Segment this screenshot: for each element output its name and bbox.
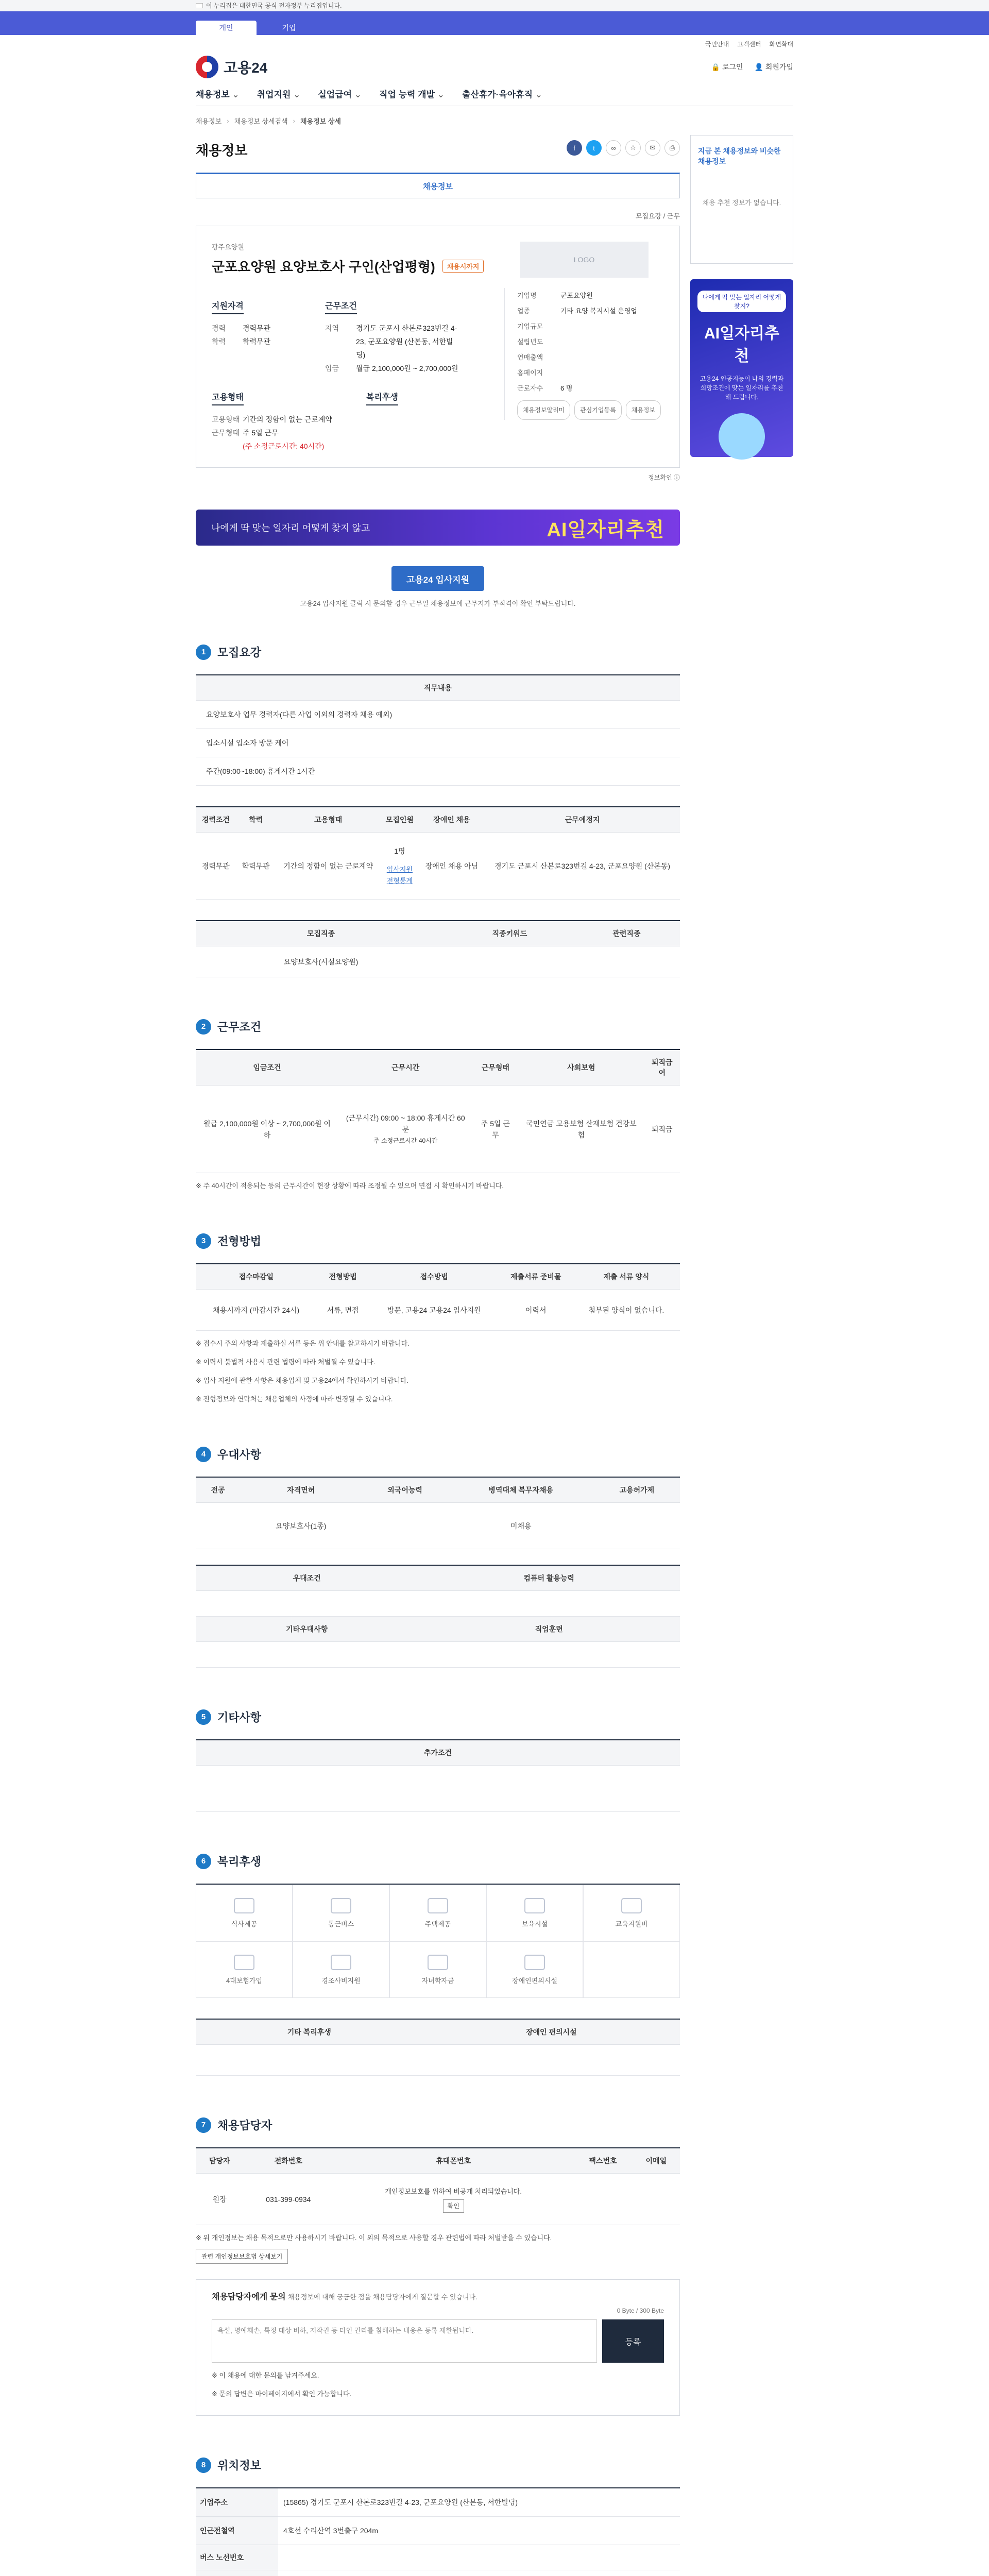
report-link[interactable]: 정보확인 ⓘ <box>648 474 680 481</box>
td <box>633 2174 680 2225</box>
th: 학력 <box>236 807 276 833</box>
td <box>594 1503 680 1549</box>
main-content <box>196 140 680 2576</box>
ad-pill: 나에게 딱 맞는 일자리 어떻게 찾지? <box>697 291 786 312</box>
print-icon[interactable]: ⎙ <box>664 140 680 156</box>
kv-value: 학력무관 <box>243 337 271 346</box>
nav-career-support[interactable]: 취업지원 ⌄ <box>257 87 301 100</box>
section-etc <box>196 1709 680 1812</box>
similar-jobs-title: 지금 본 채용정보와 비슷한 채용정보 <box>698 147 781 165</box>
welfare-item <box>389 1885 486 1941</box>
section-title: 모집요강 <box>217 646 262 659</box>
accessibility-icon <box>524 1955 545 1970</box>
contact-note: ※ 위 개인정보는 채용 목적으로만 사용하시기 바랍니다. 이 외의 목적으로 사용할 경우 관련법에 따라 처벌받을 수 있습니다. <box>196 2234 552 2242</box>
td: 4호선 수리산역 3번출구 204m <box>278 2517 680 2545</box>
main-nav <box>196 81 793 106</box>
recruit-table <box>196 806 680 900</box>
section-title: 채용담당자 <box>217 2119 272 2132</box>
signup-label: 회원가입 <box>765 63 793 71</box>
job-alert-button[interactable]: 채용정보알리미 <box>517 400 570 420</box>
th: 퇴직급여 <box>644 1049 680 1086</box>
breadcrumb-sep-icon: › <box>227 116 229 125</box>
user-icon: 👤 <box>754 63 765 71</box>
kv-key: 임금 <box>325 364 339 372</box>
facebook-icon[interactable]: f <box>567 140 582 156</box>
process-note: ※ 전형정보와 연락처는 채용업체의 사정에 따라 변경될 수 있습니다. <box>196 1395 393 1403</box>
childcare-icon <box>524 1898 545 1913</box>
audience-tabs <box>0 11 989 35</box>
banner-right-text: AI일자리추천 <box>547 519 664 541</box>
welfare-label: 주택제공 <box>424 1920 451 1928</box>
td-count <box>381 833 419 900</box>
login-button[interactable] <box>711 62 743 72</box>
th: 근무예정지 <box>485 807 680 833</box>
td <box>196 2045 423 2076</box>
qna-title: 채용담당자에게 문의 <box>212 2293 286 2301</box>
section-number-icon: 2 <box>196 1019 211 1035</box>
logo-mark-icon <box>196 56 218 78</box>
breadcrumb-item[interactable]: 채용정보 <box>196 117 222 125</box>
section-title: 전형방법 <box>217 1235 262 1248</box>
qna-submit-button[interactable]: 등록 <box>602 2319 664 2363</box>
td: 요양보호사(시설요양원) <box>196 946 446 977</box>
th: 임금조건 <box>196 1049 338 1086</box>
qna-subtitle: 채용정보에 대해 궁금한 점을 채용담당자에게 질문할 수 있습니다. <box>287 2293 478 2301</box>
welfare-item <box>196 1885 293 1941</box>
kv-value: 경기도 군포시 산본로323번길 4-23, 군포요양원 (산본동, 서한빌딩) <box>356 324 457 359</box>
info-value: 군포요양원 <box>560 292 593 299</box>
th: 담당자 <box>196 2148 243 2174</box>
welfare-item <box>486 1885 583 1941</box>
bus-icon <box>331 1898 351 1913</box>
deadline-badge: 채용시까지 <box>442 260 484 273</box>
td: 031-399-0934 <box>243 2174 333 2225</box>
th: 직종키워드 <box>446 921 573 946</box>
info-key: 기업규모 <box>517 323 543 330</box>
td: 미채용 <box>448 1503 594 1549</box>
welfare-label: 4대보험가입 <box>226 1976 263 1985</box>
th: 장애인 채용 <box>419 807 485 833</box>
page-title: 채용정보 <box>196 143 248 158</box>
section-title: 복리후생 <box>217 1855 262 1868</box>
work-table <box>196 1049 680 1173</box>
education-icon <box>621 1898 642 1913</box>
qna-note: ※ 이 채용에 대한 문의를 남겨주세요. <box>212 2371 319 2379</box>
qna-note: ※ 문의 답변은 마이페이지에서 확인 가능합니다. <box>212 2390 352 2398</box>
pref-table <box>196 1477 680 1549</box>
welfare-table <box>196 2019 680 2076</box>
section-title: 위치정보 <box>217 2459 262 2472</box>
td-mobile <box>333 2174 573 2225</box>
qna-box <box>196 2279 680 2416</box>
welfare-grid <box>196 1884 680 1998</box>
th: 직무내용 <box>196 675 680 701</box>
th: 접수방법 <box>369 1264 499 1290</box>
section-number-icon: 6 <box>196 1854 211 1869</box>
qna-input[interactable] <box>212 2319 597 2363</box>
company-info <box>504 288 664 420</box>
th: 제출 서류 양식 <box>573 1264 680 1290</box>
section-title: 우대사항 <box>217 1448 262 1461</box>
kv-key: 학력 <box>212 337 226 346</box>
kv-key: 근무형태 <box>212 429 240 437</box>
breadcrumb <box>196 106 793 135</box>
td: 채용시까지 (마감시간 24시) <box>196 1290 317 1331</box>
korea-flag-icon <box>196 3 203 8</box>
welfare-label: 교육지원비 <box>615 1920 648 1928</box>
th: 기업주소 <box>196 2488 278 2517</box>
td <box>362 1503 448 1549</box>
td <box>423 2045 680 2076</box>
td: 원장 <box>196 2174 243 2225</box>
th: 우대조건 <box>196 1565 418 1591</box>
banner-left-text: 나에게 딱 맞는 일자리 어떻게 찾지 않고 <box>211 523 370 533</box>
welfare-item <box>293 1885 389 1941</box>
kv-key: 지역 <box>325 324 339 332</box>
kv-key: 고용형태 <box>212 415 240 423</box>
td <box>278 2570 680 2576</box>
th: 추가조건 <box>196 1740 680 1766</box>
td: 요양보호사(1종) <box>240 1503 362 1549</box>
info-key: 기업명 <box>517 292 537 299</box>
welfare-label: 보육시설 <box>521 1920 548 1928</box>
ad-title: AI일자리추천 <box>704 325 779 365</box>
section-number-icon: 3 <box>196 1233 211 1249</box>
td: 방문, 고용24 고용24 입사지원 <box>369 1290 499 1331</box>
kv-value: 기간의 정함이 없는 근로계약 <box>243 415 332 423</box>
byte-counter: 0 Byte / 300 Byte <box>617 2307 664 2314</box>
job-title: 군포요양원 요양보호사 구인(산업평형) <box>212 259 435 275</box>
info-key: 업종 <box>517 307 531 315</box>
info-key: 연매출액 <box>517 353 543 361</box>
td: (15865) 경기도 군포시 산본로323번길 4-23, 군포요양원 (산본동, 서한빌딩) <box>278 2488 680 2517</box>
section-recruit <box>196 644 680 977</box>
pref-table-2 <box>196 1565 680 1668</box>
breadcrumb-sep-icon: › <box>293 116 295 125</box>
td <box>573 2174 632 2225</box>
info-value: 기타 요양 복지시설 운영업 <box>560 307 637 315</box>
ai-recommend-ad[interactable] <box>690 279 793 457</box>
ai-banner[interactable] <box>196 510 680 546</box>
td: 경기도 군포시 산본로323번길 4-23, 군포요양원 (산본동) <box>485 833 680 900</box>
section-pref <box>196 1446 680 1668</box>
privacy-detail-button[interactable]: 관련 개인정보보호법 상세보기 <box>196 2249 288 2264</box>
welfare-label: 장애인편의시설 <box>512 1976 557 1985</box>
tab-job-info[interactable]: 채용정보 <box>196 173 680 198</box>
kv-value: 주 5일 근무 <box>243 429 279 437</box>
welfare-item <box>583 1941 680 1998</box>
th: 경력조건 <box>196 807 236 833</box>
house-icon <box>428 1898 448 1913</box>
th: 사회보험 <box>518 1049 644 1086</box>
process-table <box>196 1263 680 1331</box>
section-number-icon: 4 <box>196 1447 211 1462</box>
th: 근무형태 <box>473 1049 519 1086</box>
util-help-link[interactable]: 고객센터 <box>737 40 761 48</box>
th: 전화번호 <box>243 2148 333 2174</box>
desc-line: 주간(09:00~18:00) 휴게시간 1시간 <box>196 757 680 786</box>
th: 휴대폰번호 <box>333 2148 573 2174</box>
kv-key: 경력 <box>212 324 226 332</box>
apply-note: 고용24 입사지원 클릭 시 문의할 경우 근무일 채용정보에 근무지가 부적격이 확인 부탁드립니다. <box>300 600 576 607</box>
th: 고용형태 <box>276 807 381 833</box>
th: 전형방법 <box>317 1264 369 1290</box>
link-icon[interactable]: ∞ <box>606 140 621 156</box>
signup-button[interactable] <box>755 62 793 72</box>
section-number-icon: 8 <box>196 2458 211 2473</box>
breadcrumb-current: 채용정보 상세 <box>300 117 341 125</box>
section-number-icon: 5 <box>196 1709 211 1725</box>
td-hours <box>338 1086 473 1173</box>
section-work <box>196 1019 680 1192</box>
job-info-button[interactable]: 채용정보 <box>626 400 661 420</box>
school-icon <box>428 1955 448 1970</box>
similar-jobs-box <box>690 135 793 264</box>
welfare-label: 자녀학자금 <box>421 1976 454 1985</box>
favorite-company-button[interactable]: 관심기업등록 <box>574 400 622 420</box>
contact-table <box>196 2147 680 2225</box>
hours: (근무시간) 09:00 ~ 18:00 휴게시간 60분 <box>346 1113 465 1133</box>
util-zoom-link[interactable]: 화면확대 <box>769 40 793 48</box>
welfare-item <box>196 1941 293 1998</box>
similar-jobs-empty: 채용 추천 정보가 없습니다. <box>702 199 781 207</box>
apply-button[interactable]: 고용24 입사지원 <box>391 566 484 591</box>
th: 컴퓨터 활용능력 <box>418 1565 680 1591</box>
th: 장애인 편의시설 <box>423 2019 680 2045</box>
hours-note: 주 소정근로시간 40시간 <box>373 1137 438 1144</box>
th: 모집인원 <box>381 807 419 833</box>
td <box>418 1591 680 1617</box>
td: 서류, 면접 <box>317 1290 369 1331</box>
process-note: ※ 접수시 주의 사항과 제출하실 서류 등은 위 안내를 참고하시기 바랍니다. <box>196 1340 410 1347</box>
th: 자격면허 <box>240 1477 362 1503</box>
site-logo[interactable] <box>196 56 267 78</box>
ad-desc: 고용24 인공지능이 나의 경력과 희망조건에 맞는 일자리를 추천해 드립니다. <box>700 375 784 401</box>
quick-link[interactable]: 모집요강 / 근무 <box>635 212 680 220</box>
stats-link[interactable]: 전형통계 <box>386 876 413 885</box>
info-value: 6 명 <box>560 384 573 392</box>
nav-training[interactable]: 직업 능력 개발 ⌄ <box>379 87 445 100</box>
td: 국민연금 고용보험 산재보험 건강보험 <box>518 1086 644 1173</box>
welfare-label: 통근버스 <box>328 1920 354 1928</box>
td: 주 5일 근무 <box>473 1086 519 1173</box>
welfare-item <box>486 1941 583 1998</box>
th: 전공 <box>196 1477 240 1503</box>
th: 팩스번호 <box>573 2148 632 2174</box>
tab-personal[interactable]: 개인 <box>196 21 257 35</box>
company-name: 광주요양원 <box>212 243 244 251</box>
util-menu <box>196 35 793 53</box>
mobile-reveal-button[interactable]: 확인 <box>443 2199 464 2213</box>
company-logo: LOGO <box>520 242 649 278</box>
util-guide-link[interactable]: 국민안내 <box>705 40 729 48</box>
td <box>446 946 573 977</box>
td: 월급 2,100,000원 이상 ~ 2,700,000원 이하 <box>196 1086 338 1173</box>
th: 이메일 <box>633 2148 680 2174</box>
section-title: 근무조건 <box>217 1021 262 1033</box>
td <box>278 2545 680 2570</box>
td: 기간의 정함이 없는 근로계약 <box>276 833 381 900</box>
info-key: 홈페이지 <box>517 369 543 377</box>
job-desc-table <box>196 674 680 786</box>
section-number-icon: 1 <box>196 645 211 660</box>
count: 1명 <box>394 846 405 855</box>
favorite-icon[interactable]: ☆ <box>625 140 641 156</box>
td: 장애인 채용 아님 <box>419 833 485 900</box>
welfare-item <box>293 1941 389 1998</box>
welfare-label: 경조사비지원 <box>321 1976 361 1985</box>
th: 기타 복리후생 <box>196 2019 423 2045</box>
td <box>196 1766 680 1812</box>
section-welfare <box>196 1853 680 2076</box>
th: 접수마감일 <box>196 1264 317 1290</box>
th <box>196 2570 278 2576</box>
welfare-heading: 복리후생 <box>366 391 398 405</box>
td <box>196 1642 418 1668</box>
th: 직업훈련 <box>418 1617 680 1642</box>
th: 모집직종 <box>196 921 446 946</box>
req-heading: 지원자격 <box>212 299 244 314</box>
process-note: ※ 입사 지원에 관한 사항은 채용업체 및 고용24에서 확인하시기 바랍니다. <box>196 1377 409 1384</box>
mail-icon[interactable]: ✉ <box>645 140 660 156</box>
th: 근무시간 <box>338 1049 473 1086</box>
th: 인근전철역 <box>196 2517 278 2545</box>
meal-icon <box>234 1898 254 1913</box>
breadcrumb-item[interactable]: 채용정보 상세검색 <box>234 117 288 125</box>
insurance-icon <box>234 1955 254 1970</box>
th: 병역대체 복무자채용 <box>448 1477 594 1503</box>
th: 제출서류 준비물 <box>499 1264 573 1290</box>
kv-value: 경력무관 <box>243 324 271 332</box>
work-note: ※ 주 40시간이 적용되는 등의 근무시간이 현장 상황에 따라 조정될 수 있으며 면접 시 확인하시기 바랍니다. <box>196 1182 504 1190</box>
kv-value: 월급 2,100,000원 ~ 2,700,000원 <box>356 364 458 372</box>
job-summary-card <box>196 226 680 468</box>
emp-heading: 고용형태 <box>212 391 244 405</box>
th: 관련직종 <box>573 921 680 946</box>
section-number-icon: 7 <box>196 2117 211 2133</box>
right-sidebar <box>690 135 793 457</box>
robot-icon <box>719 413 765 460</box>
th: 고용허가제 <box>594 1477 680 1503</box>
site-name: 고용24 <box>224 60 268 76</box>
section-title: 기타사항 <box>217 1711 262 1724</box>
nav-unemployment[interactable]: 실업급여 ⌄ <box>318 87 362 100</box>
share-buttons <box>567 140 680 156</box>
login-label: 로그인 <box>722 63 743 71</box>
gov-notice-bar <box>0 0 989 11</box>
location-table <box>196 2487 680 2576</box>
td: 퇴직금 <box>644 1086 680 1173</box>
process-note: ※ 이력서 불법적 사용시 관련 법령에 따라 처벌될 수 있습니다. <box>196 1358 376 1366</box>
nav-parental-leave[interactable]: 출산휴가·육아휴직 ⌄ <box>462 87 542 100</box>
welfare-item <box>389 1941 486 1998</box>
th: 기타우대사항 <box>196 1617 418 1642</box>
desc-line: 요양보호사 업무 경력자(다른 사업 이외의 경력자 채용 예외) <box>196 701 680 729</box>
info-key: 설립년도 <box>517 338 543 346</box>
td <box>573 946 680 977</box>
td <box>196 1591 418 1617</box>
td: 첨부된 양식이 없습니다. <box>573 1290 680 1331</box>
twitter-icon[interactable]: t <box>586 140 602 156</box>
mobile-masked: 개인정보보호를 위하여 비공개 처리되었습니다. <box>385 2187 522 2195</box>
gov-notice-text: 이 누리집은 대한민국 공식 전자정부 누리집입니다. <box>206 2 342 9</box>
td <box>196 1503 240 1549</box>
info-key: 근로자수 <box>517 384 543 392</box>
apply-link[interactable]: 입사지원 <box>386 865 413 873</box>
cond-heading: 근무조건 <box>325 299 357 314</box>
td <box>418 1642 680 1668</box>
emp-note: (주 소정근로시간: 40시간) <box>243 442 325 450</box>
section-location <box>196 2457 680 2576</box>
login-icon: 🔒 <box>711 63 722 71</box>
welfare-item <box>583 1885 680 1941</box>
th: 외국어능력 <box>362 1477 448 1503</box>
tab-business[interactable]: 기업 <box>282 24 296 32</box>
td: 학력무관 <box>236 833 276 900</box>
nav-jobs[interactable]: 채용정보 ⌄ <box>196 87 240 100</box>
gift-icon <box>331 1955 351 1970</box>
section-process <box>196 1233 680 1405</box>
td: 경력무관 <box>196 833 236 900</box>
desc-line: 입소시설 입소자 방문 케어 <box>196 729 680 757</box>
etc-table <box>196 1739 680 1812</box>
section-contact <box>196 2117 680 2416</box>
welfare-label: 식사제공 <box>231 1920 258 1928</box>
td: 이력서 <box>499 1290 573 1331</box>
occupation-table <box>196 920 680 977</box>
th: 버스 노선번호 <box>196 2545 278 2570</box>
